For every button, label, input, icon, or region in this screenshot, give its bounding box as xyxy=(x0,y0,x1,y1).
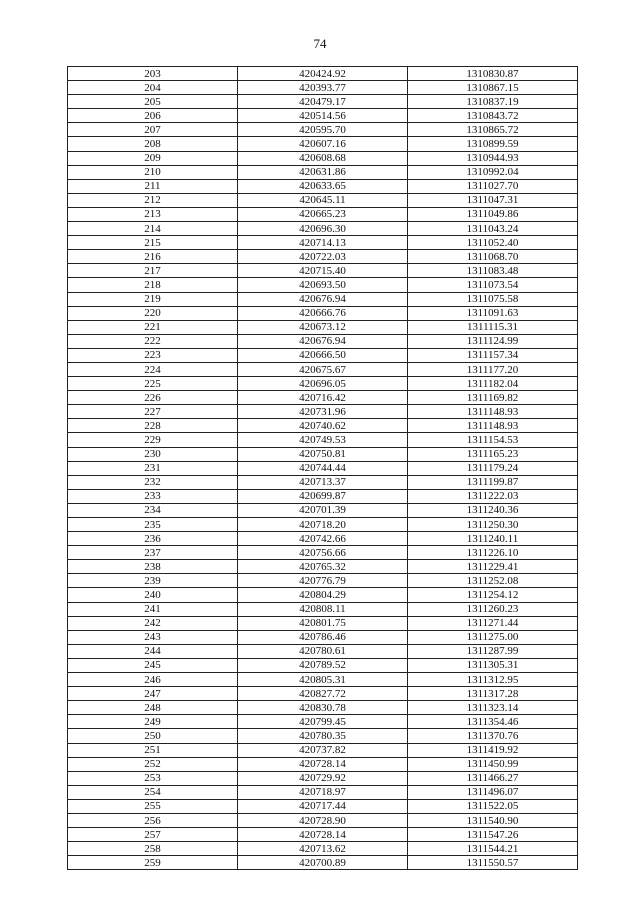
x-coordinate-cell: 420714.13 xyxy=(238,236,408,250)
table-row xyxy=(68,673,578,687)
table-row xyxy=(68,658,578,672)
table-row xyxy=(68,278,578,292)
point-number-cell: 235 xyxy=(68,518,238,532)
x-coordinate-cell: 420728.90 xyxy=(238,813,408,827)
table-row xyxy=(68,207,578,221)
table-row xyxy=(68,715,578,729)
y-coordinate-cell: 1311240.11 xyxy=(408,532,578,546)
y-coordinate-cell: 1311547.26 xyxy=(408,828,578,842)
y-coordinate-cell: 1311466.27 xyxy=(408,771,578,785)
table-row xyxy=(68,560,578,574)
y-coordinate-cell: 1311271.44 xyxy=(408,616,578,630)
x-coordinate-cell: 420479.17 xyxy=(238,95,408,109)
point-number-cell: 252 xyxy=(68,757,238,771)
y-coordinate-cell: 1311544.21 xyxy=(408,842,578,856)
y-coordinate-cell: 1311260.23 xyxy=(408,602,578,616)
x-coordinate-cell: 420786.46 xyxy=(238,630,408,644)
y-coordinate-cell: 1311169.82 xyxy=(408,391,578,405)
x-coordinate-cell: 420393.77 xyxy=(238,81,408,95)
table-row xyxy=(68,292,578,306)
x-coordinate-cell: 420789.52 xyxy=(238,658,408,672)
y-coordinate-cell: 1311229.41 xyxy=(408,560,578,574)
x-coordinate-cell: 420731.96 xyxy=(238,405,408,419)
y-coordinate-cell: 1311226.10 xyxy=(408,546,578,560)
table-row xyxy=(68,842,578,856)
point-number-cell: 231 xyxy=(68,461,238,475)
x-coordinate-cell: 420665.23 xyxy=(238,207,408,221)
y-coordinate-cell: 1311540.90 xyxy=(408,813,578,827)
x-coordinate-cell: 420700.89 xyxy=(238,856,408,870)
x-coordinate-cell: 420780.61 xyxy=(238,644,408,658)
x-coordinate-cell: 420608.68 xyxy=(238,151,408,165)
point-number-cell: 223 xyxy=(68,348,238,362)
x-coordinate-cell: 420827.72 xyxy=(238,687,408,701)
x-coordinate-cell: 420693.50 xyxy=(238,278,408,292)
point-number-cell: 248 xyxy=(68,701,238,715)
point-number-cell: 218 xyxy=(68,278,238,292)
table-row xyxy=(68,799,578,813)
table-row xyxy=(68,193,578,207)
table-row xyxy=(68,377,578,391)
y-coordinate-cell: 1310899.59 xyxy=(408,137,578,151)
table-row xyxy=(68,405,578,419)
y-coordinate-cell: 1310837.19 xyxy=(408,95,578,109)
point-number-cell: 249 xyxy=(68,715,238,729)
y-coordinate-cell: 1311354.46 xyxy=(408,715,578,729)
table-row xyxy=(68,179,578,193)
point-number-cell: 221 xyxy=(68,320,238,334)
point-number-cell: 233 xyxy=(68,489,238,503)
y-coordinate-cell: 1311049.86 xyxy=(408,207,578,221)
x-coordinate-cell: 420728.14 xyxy=(238,828,408,842)
point-number-cell: 227 xyxy=(68,405,238,419)
point-number-cell: 215 xyxy=(68,236,238,250)
y-coordinate-cell: 1310830.87 xyxy=(408,67,578,81)
y-coordinate-cell: 1311287.99 xyxy=(408,644,578,658)
x-coordinate-cell: 420756.66 xyxy=(238,546,408,560)
point-number-cell: 213 xyxy=(68,207,238,221)
y-coordinate-cell: 1311179.24 xyxy=(408,461,578,475)
table-row xyxy=(68,222,578,236)
point-number-cell: 205 xyxy=(68,95,238,109)
x-coordinate-cell: 420799.45 xyxy=(238,715,408,729)
x-coordinate-cell: 420804.29 xyxy=(238,588,408,602)
y-coordinate-cell: 1311182.04 xyxy=(408,377,578,391)
x-coordinate-cell: 420718.97 xyxy=(238,785,408,799)
y-coordinate-cell: 1310944.93 xyxy=(408,151,578,165)
x-coordinate-cell: 420701.39 xyxy=(238,503,408,517)
x-coordinate-cell: 420715.40 xyxy=(238,264,408,278)
table-row xyxy=(68,95,578,109)
y-coordinate-cell: 1310867.15 xyxy=(408,81,578,95)
point-number-cell: 250 xyxy=(68,729,238,743)
x-coordinate-cell: 420633.65 xyxy=(238,179,408,193)
table-row xyxy=(68,813,578,827)
x-coordinate-cell: 420676.94 xyxy=(238,334,408,348)
table-row xyxy=(68,348,578,362)
table-row xyxy=(68,489,578,503)
x-coordinate-cell: 420744.44 xyxy=(238,461,408,475)
table-row xyxy=(68,630,578,644)
x-coordinate-cell: 420713.37 xyxy=(238,475,408,489)
x-coordinate-cell: 420696.05 xyxy=(238,377,408,391)
x-coordinate-cell: 420749.53 xyxy=(238,433,408,447)
table-row xyxy=(68,687,578,701)
table-row xyxy=(68,729,578,743)
x-coordinate-cell: 420666.76 xyxy=(238,306,408,320)
point-number-cell: 222 xyxy=(68,334,238,348)
y-coordinate-cell: 1311083.48 xyxy=(408,264,578,278)
point-number-cell: 228 xyxy=(68,419,238,433)
table-row xyxy=(68,574,578,588)
y-coordinate-cell: 1311222.03 xyxy=(408,489,578,503)
point-number-cell: 209 xyxy=(68,151,238,165)
table-row xyxy=(68,856,578,870)
y-coordinate-cell: 1311068.70 xyxy=(408,250,578,264)
point-number-cell: 212 xyxy=(68,193,238,207)
y-coordinate-cell: 1311154.53 xyxy=(408,433,578,447)
y-coordinate-cell: 1311317.28 xyxy=(408,687,578,701)
point-number-cell: 216 xyxy=(68,250,238,264)
point-number-cell: 259 xyxy=(68,856,238,870)
x-coordinate-cell: 420750.81 xyxy=(238,447,408,461)
x-coordinate-cell: 420424.92 xyxy=(238,67,408,81)
table-row xyxy=(68,828,578,842)
x-coordinate-cell: 420607.16 xyxy=(238,137,408,151)
x-coordinate-cell: 420666.50 xyxy=(238,348,408,362)
point-number-cell: 203 xyxy=(68,67,238,81)
y-coordinate-cell: 1311043.24 xyxy=(408,222,578,236)
table-row xyxy=(68,588,578,602)
x-coordinate-cell: 420780.35 xyxy=(238,729,408,743)
point-number-cell: 247 xyxy=(68,687,238,701)
point-number-cell: 206 xyxy=(68,109,238,123)
table-row xyxy=(68,602,578,616)
x-coordinate-cell: 420514.56 xyxy=(238,109,408,123)
y-coordinate-cell: 1311240.36 xyxy=(408,503,578,517)
y-coordinate-cell: 1311370.76 xyxy=(408,729,578,743)
table-row xyxy=(68,518,578,532)
table-row xyxy=(68,67,578,81)
point-number-cell: 236 xyxy=(68,532,238,546)
table-row xyxy=(68,461,578,475)
table-row xyxy=(68,616,578,630)
y-coordinate-cell: 1311496.07 xyxy=(408,785,578,799)
point-number-cell: 245 xyxy=(68,658,238,672)
x-coordinate-cell: 420830.78 xyxy=(238,701,408,715)
x-coordinate-cell: 420673.12 xyxy=(238,320,408,334)
point-number-cell: 204 xyxy=(68,81,238,95)
table-row xyxy=(68,503,578,517)
point-number-cell: 239 xyxy=(68,574,238,588)
point-number-cell: 208 xyxy=(68,137,238,151)
y-coordinate-cell: 1311157.34 xyxy=(408,348,578,362)
table-row xyxy=(68,137,578,151)
coordinates-table xyxy=(67,66,578,870)
coordinates-table-body xyxy=(68,67,578,870)
y-coordinate-cell: 1311091.63 xyxy=(408,306,578,320)
x-coordinate-cell: 420729.92 xyxy=(238,771,408,785)
point-number-cell: 241 xyxy=(68,602,238,616)
y-coordinate-cell: 1311419.92 xyxy=(408,743,578,757)
y-coordinate-cell: 1311250.30 xyxy=(408,518,578,532)
table-row xyxy=(68,785,578,799)
x-coordinate-cell: 420595.70 xyxy=(238,123,408,137)
point-number-cell: 246 xyxy=(68,673,238,687)
table-row xyxy=(68,433,578,447)
point-number-cell: 234 xyxy=(68,503,238,517)
x-coordinate-cell: 420742.66 xyxy=(238,532,408,546)
x-coordinate-cell: 420631.86 xyxy=(238,165,408,179)
point-number-cell: 210 xyxy=(68,165,238,179)
table-row xyxy=(68,447,578,461)
point-number-cell: 243 xyxy=(68,630,238,644)
table-row xyxy=(68,306,578,320)
point-number-cell: 254 xyxy=(68,785,238,799)
y-coordinate-cell: 1311073.54 xyxy=(408,278,578,292)
y-coordinate-cell: 1311323.14 xyxy=(408,701,578,715)
table-row xyxy=(68,250,578,264)
x-coordinate-cell: 420728.14 xyxy=(238,757,408,771)
table-row xyxy=(68,701,578,715)
point-number-cell: 226 xyxy=(68,391,238,405)
point-number-cell: 244 xyxy=(68,644,238,658)
y-coordinate-cell: 1311165.23 xyxy=(408,447,578,461)
point-number-cell: 229 xyxy=(68,433,238,447)
x-coordinate-cell: 420765.32 xyxy=(238,560,408,574)
x-coordinate-cell: 420722.03 xyxy=(238,250,408,264)
table-row xyxy=(68,532,578,546)
y-coordinate-cell: 1311027.70 xyxy=(408,179,578,193)
page-number: 74 xyxy=(313,36,327,51)
table-row xyxy=(68,475,578,489)
point-number-cell: 220 xyxy=(68,306,238,320)
point-number-cell: 240 xyxy=(68,588,238,602)
table-row xyxy=(68,391,578,405)
table-row xyxy=(68,109,578,123)
y-coordinate-cell: 1311254.12 xyxy=(408,588,578,602)
y-coordinate-cell: 1311075.58 xyxy=(408,292,578,306)
point-number-cell: 237 xyxy=(68,546,238,560)
point-number-cell: 211 xyxy=(68,179,238,193)
y-coordinate-cell: 1310992.04 xyxy=(408,165,578,179)
y-coordinate-cell: 1311522.05 xyxy=(408,799,578,813)
table-row xyxy=(68,151,578,165)
table-row xyxy=(68,81,578,95)
point-number-cell: 253 xyxy=(68,771,238,785)
point-number-cell: 255 xyxy=(68,799,238,813)
y-coordinate-cell: 1311252.08 xyxy=(408,574,578,588)
x-coordinate-cell: 420801.75 xyxy=(238,616,408,630)
table-row xyxy=(68,320,578,334)
point-number-cell: 230 xyxy=(68,447,238,461)
table-row xyxy=(68,546,578,560)
x-coordinate-cell: 420699.87 xyxy=(238,489,408,503)
table-row xyxy=(68,757,578,771)
y-coordinate-cell: 1311305.31 xyxy=(408,658,578,672)
point-number-cell: 219 xyxy=(68,292,238,306)
point-number-cell: 238 xyxy=(68,560,238,574)
y-coordinate-cell: 1311450.99 xyxy=(408,757,578,771)
x-coordinate-cell: 420717.44 xyxy=(238,799,408,813)
y-coordinate-cell: 1311312.95 xyxy=(408,673,578,687)
point-number-cell: 251 xyxy=(68,743,238,757)
x-coordinate-cell: 420805.31 xyxy=(238,673,408,687)
y-coordinate-cell: 1311550.57 xyxy=(408,856,578,870)
y-coordinate-cell: 1311124.99 xyxy=(408,334,578,348)
y-coordinate-cell: 1310843.72 xyxy=(408,109,578,123)
x-coordinate-cell: 420718.20 xyxy=(238,518,408,532)
y-coordinate-cell: 1311148.93 xyxy=(408,419,578,433)
point-number-cell: 232 xyxy=(68,475,238,489)
point-number-cell: 242 xyxy=(68,616,238,630)
table-row xyxy=(68,644,578,658)
table-row xyxy=(68,771,578,785)
point-number-cell: 214 xyxy=(68,222,238,236)
table-row xyxy=(68,264,578,278)
table-row xyxy=(68,236,578,250)
x-coordinate-cell: 420696.30 xyxy=(238,222,408,236)
point-number-cell: 256 xyxy=(68,813,238,827)
table-row xyxy=(68,123,578,137)
table-row xyxy=(68,362,578,376)
table-row xyxy=(68,743,578,757)
point-number-cell: 225 xyxy=(68,377,238,391)
point-number-cell: 217 xyxy=(68,264,238,278)
y-coordinate-cell: 1311115.31 xyxy=(408,320,578,334)
point-number-cell: 258 xyxy=(68,842,238,856)
point-number-cell: 224 xyxy=(68,362,238,376)
x-coordinate-cell: 420737.82 xyxy=(238,743,408,757)
table-row xyxy=(68,334,578,348)
y-coordinate-cell: 1311275.00 xyxy=(408,630,578,644)
y-coordinate-cell: 1311199.87 xyxy=(408,475,578,489)
table-row xyxy=(68,165,578,179)
x-coordinate-cell: 420676.94 xyxy=(238,292,408,306)
y-coordinate-cell: 1311177.20 xyxy=(408,362,578,376)
x-coordinate-cell: 420645.11 xyxy=(238,193,408,207)
y-coordinate-cell: 1311052.40 xyxy=(408,236,578,250)
x-coordinate-cell: 420713.62 xyxy=(238,842,408,856)
x-coordinate-cell: 420740.62 xyxy=(238,419,408,433)
y-coordinate-cell: 1311148.93 xyxy=(408,405,578,419)
y-coordinate-cell: 1311047.31 xyxy=(408,193,578,207)
x-coordinate-cell: 420716.42 xyxy=(238,391,408,405)
table-row xyxy=(68,419,578,433)
x-coordinate-cell: 420808.11 xyxy=(238,602,408,616)
x-coordinate-cell: 420675.67 xyxy=(238,362,408,376)
x-coordinate-cell: 420776.79 xyxy=(238,574,408,588)
point-number-cell: 207 xyxy=(68,123,238,137)
y-coordinate-cell: 1310865.72 xyxy=(408,123,578,137)
point-number-cell: 257 xyxy=(68,828,238,842)
